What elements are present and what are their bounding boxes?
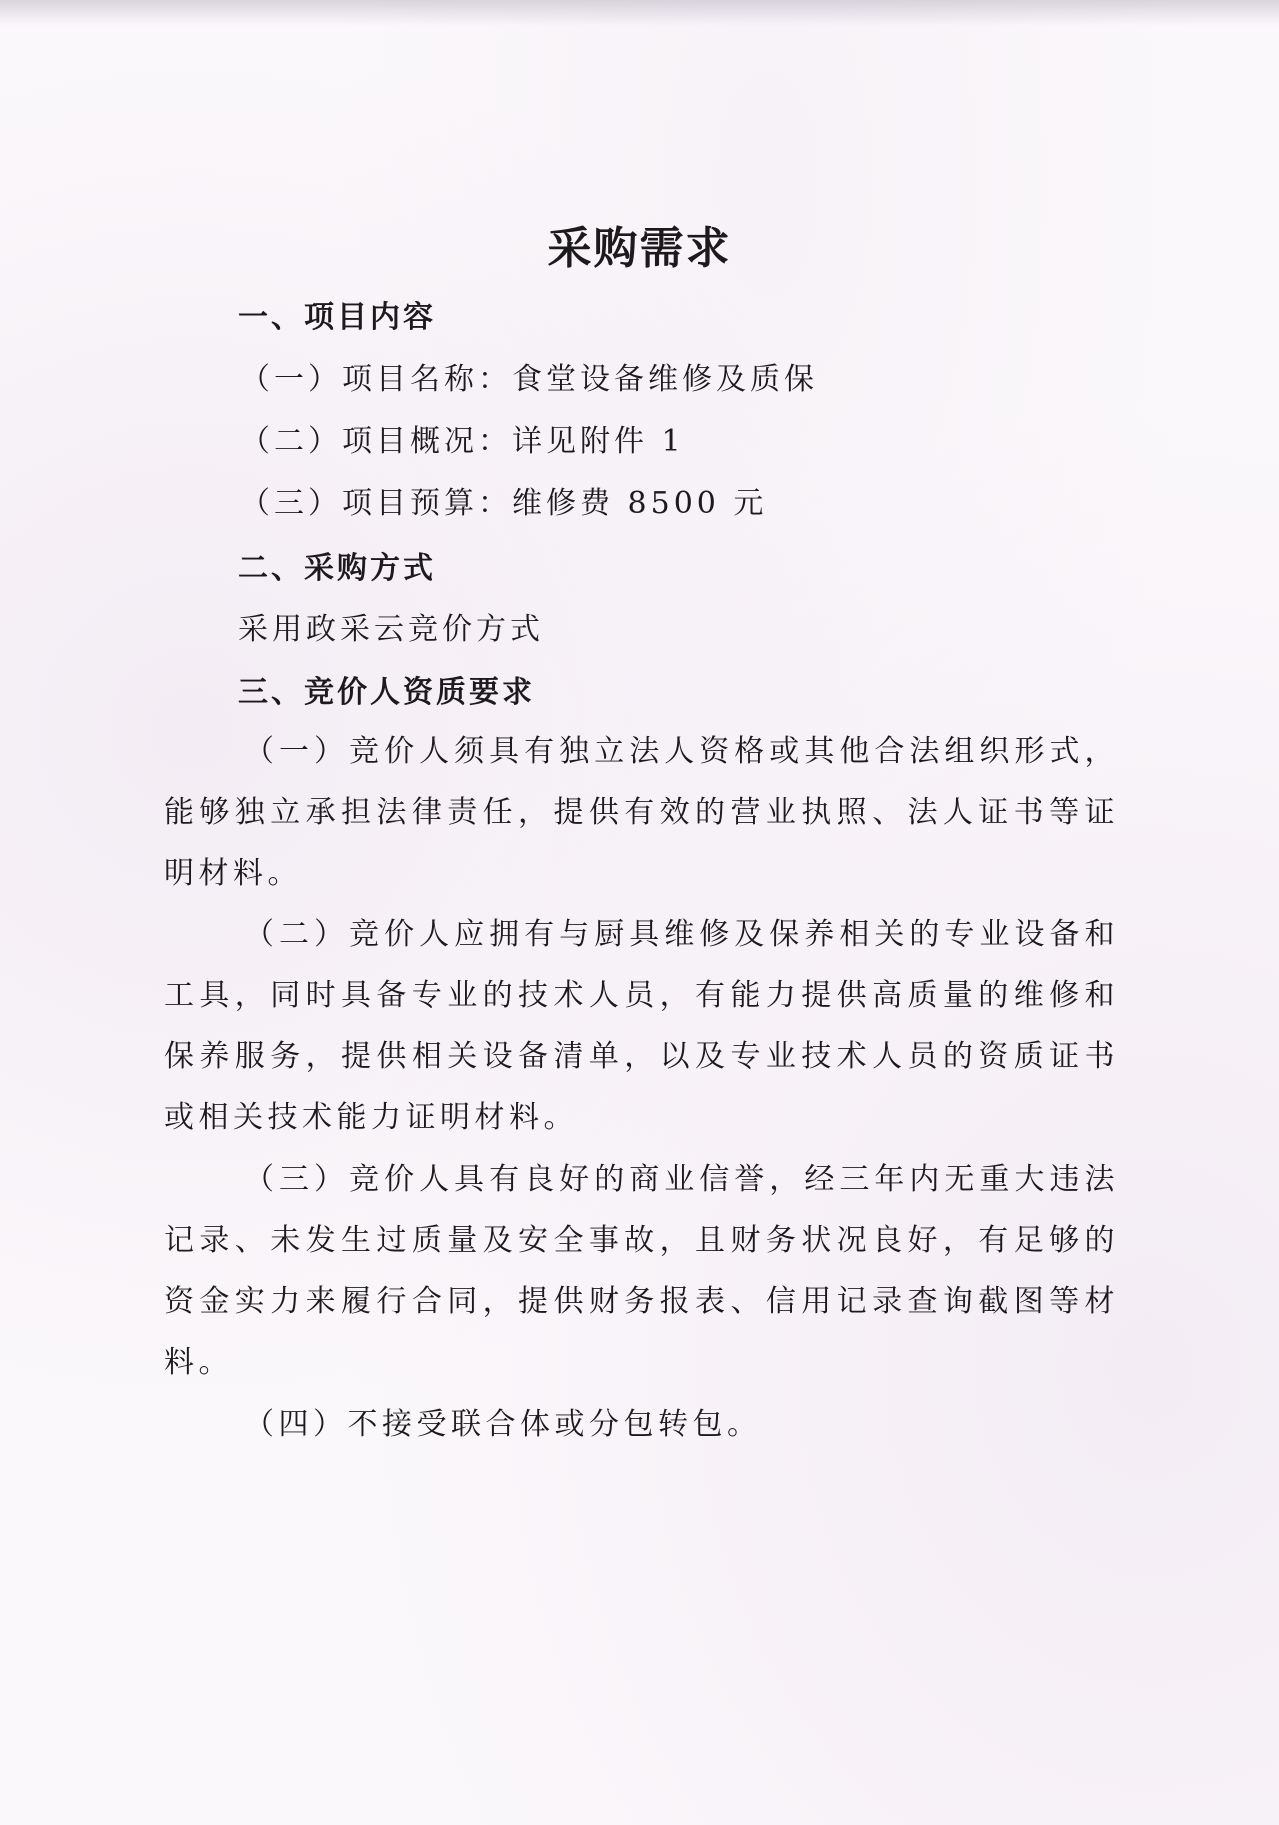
requirement-paragraph-1: （一）竞价人须具有独立法人资格或其他合法组织形式，能够独立承担法律责任，提供有效的营业执照、法人证书等证明材料。 — [164, 734, 1119, 891]
project-overview-label: （二）项目概况： — [240, 424, 512, 459]
requirement-paragraph-4: （四）不接受联合体或分包转包。 — [244, 1407, 762, 1442]
section2-heading: 二、采购方式 — [238, 551, 436, 586]
project-overview-row — [240, 416, 685, 460]
project-budget-row — [240, 478, 767, 522]
project-budget-value: 维修费 8500 元 — [512, 486, 768, 521]
section1-heading: 一、项目内容 — [238, 300, 436, 335]
procurement-method-text: 采用政采云竞价方式 — [238, 612, 544, 647]
project-name-label: （一）项目名称： — [240, 362, 512, 397]
scan-edge-shadow — [0, 0, 1279, 26]
project-name-row — [240, 354, 818, 398]
document-title: 采购需求 — [547, 223, 732, 274]
section3-heading: 三、竞价人资质要求 — [238, 675, 535, 710]
project-overview-value: 详见附件 1 — [512, 424, 685, 459]
project-budget-label: （三）项目预算： — [240, 486, 512, 521]
requirement-paragraph-3: （三）竞价人具有良好的商业信誉，经三年内无重大违法记录、未发生过质量及安全事故，且财务状况良好，有足够的资金实力来履行合同，提供财务报表、信用记录查询截图等材料。 — [164, 1162, 1119, 1380]
project-name-value: 食堂设备维修及质保 — [512, 362, 818, 397]
requirement-paragraph-2: （二）竞价人应拥有与厨具维修及保养相关的专业设备和工具，同时具备专业的技术人员，有能力提供高质量的维修和保养服务，提供相关设备清单，以及专业技术人员的资质证书或相关技术能力证明材料。 — [164, 917, 1119, 1135]
